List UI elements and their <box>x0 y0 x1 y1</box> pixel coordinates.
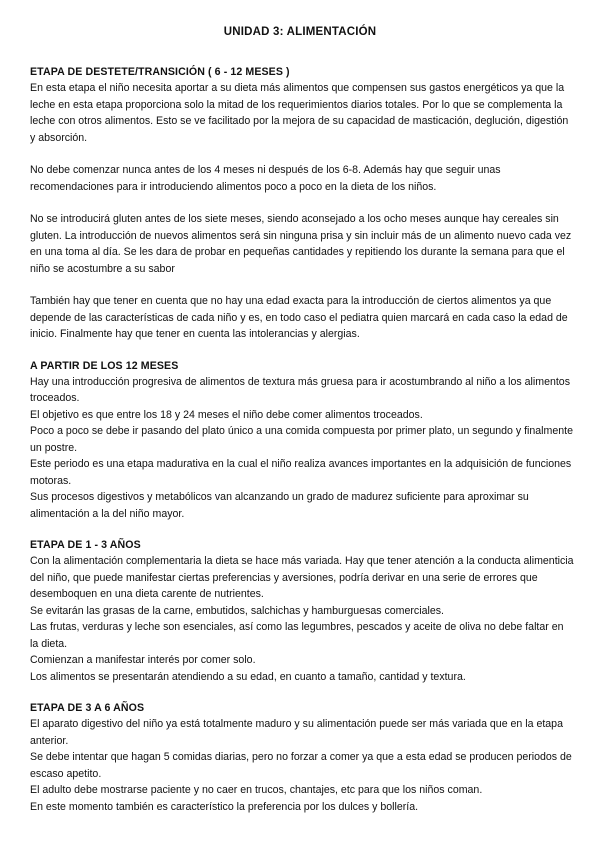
paragraph-line: El objetivo es que entre los 18 y 24 meses el niño debe comer alimentos troceados. <box>30 408 423 421</box>
page-title: UNIDAD 3: ALIMENTACIÓN <box>223 26 377 38</box>
paragraph: No se introducirá gluten antes de los siete meses, siendo aconsejado a los ocho meses aunque hay cereales sin gluten. La introducción de nuevos alimentos será sin ninguna prisa y sin incluir más de un alimento nuevo cada vez en una toma al día. Se les dara de probar en pequeñas cantidades y repitiendo los durante la semana para que el niño se acostumbre a su sabor <box>30 213 572 275</box>
section-1-3-anos <box>30 537 574 685</box>
paragraph-line: Se evitarán las grasas de la carne, embutidos, salchichas y hamburguesas comerciales. <box>30 604 444 617</box>
paragraph-line: Sus procesos digestivos y metabólicos van alcanzando un grado de madurez suficiente para aproximar su alimentación a la del niño mayor. <box>30 491 529 520</box>
section-destete <box>30 64 574 343</box>
paragraph: También hay que tener en cuenta que no hay una edad exacta para la introducción de ciertos alimentos ya que depende de las características de cada niño y es, en todo caso el pediatra quien marcará en cada caso la edad de inicio. Finalmente hay que tener en cuenta las intolerancias y alergias. <box>30 295 568 340</box>
paragraph-line: En este momento también es característico la preferencia por los dulces y bollería. <box>30 800 419 813</box>
paragraph-line: Se debe intentar que hagan 5 comidas diarias, pero no forzar a comer ya que a esta edad se producen periodos de escaso apetito. <box>30 751 572 780</box>
paragraph-line: Las frutas, verduras y leche son esenciales, así como las legumbres, pescados y aceite de oliva no debe faltar en la dieta. <box>30 621 564 650</box>
paragraph: No debe comenzar nunca antes de los 4 meses ni después de los 6-8. Además hay que seguir unas recomendaciones para ir introduciendo alimentos poco a poco en la dieta de los niños. <box>30 164 501 193</box>
paragraph-line: Poco a poco se debe ir pasando del plato único a una comida compuesta por primer plato, un segundo y finalmente un postre. <box>30 425 573 454</box>
paragraph-line: Comienzan a manifestar interés por comer solo. <box>30 654 256 666</box>
paragraph-line: Los alimentos se presentarán atendiendo a su edad, en cuanto a tamaño, cantidad y textura. <box>30 670 466 683</box>
section-heading: ETAPA DE DESTETE/TRANSICIÓN ( 6 - 12 MESES ) <box>30 66 290 78</box>
paragraph-line: Este periodo es una etapa madurativa en la cual el niño realiza avances importantes en la adquisición de funciones motoras. <box>30 458 572 487</box>
paragraph: En esta etapa el niño necesita aportar a su dieta más alimentos que compensen sus gastos energéticos ya que la leche en esta etapa proporciona solo la mitad de los requerimientos diarios totales. Por lo que se complementa la leche con otros alimentos. Esto se ve facilitado por la mejora de su capacidad de masticación, deglución, digestión y absorción. <box>30 82 569 144</box>
section-heading: ETAPA DE 1 - 3 AÑOS <box>30 539 141 551</box>
section-heading: A PARTIR DE LOS 12 MESES <box>30 359 179 372</box>
paragraph-line: El adulto debe mostrarse paciente y no caer en trucos, chantajes, etc para que los niños coman. <box>30 784 483 796</box>
section-3-6-anos <box>30 700 574 815</box>
section-heading: ETAPA DE 3 A 6 AÑOS <box>30 702 145 714</box>
document-body <box>30 64 574 815</box>
paragraph-line: El aparato digestivo del niño ya está totalmente maduro y su alimentación puede ser más variada que en la etapa anterior. <box>30 718 563 747</box>
paragraph-line: Hay una introducción progresiva de alimentos de textura más gruesa para ir acostumbrando al niño a los alimentos troceados. <box>30 375 570 404</box>
paragraph-line: Con la alimentación complementaria la dieta se hace más variada. Hay que tener atención a la conducta alimenticia del niño, que puede manifestar ciertas preferencias y aversiones, podría derivar en una serie de errores que desemboquen en una dieta carente de nutrientes. <box>30 555 574 600</box>
section-12-meses <box>30 358 574 523</box>
